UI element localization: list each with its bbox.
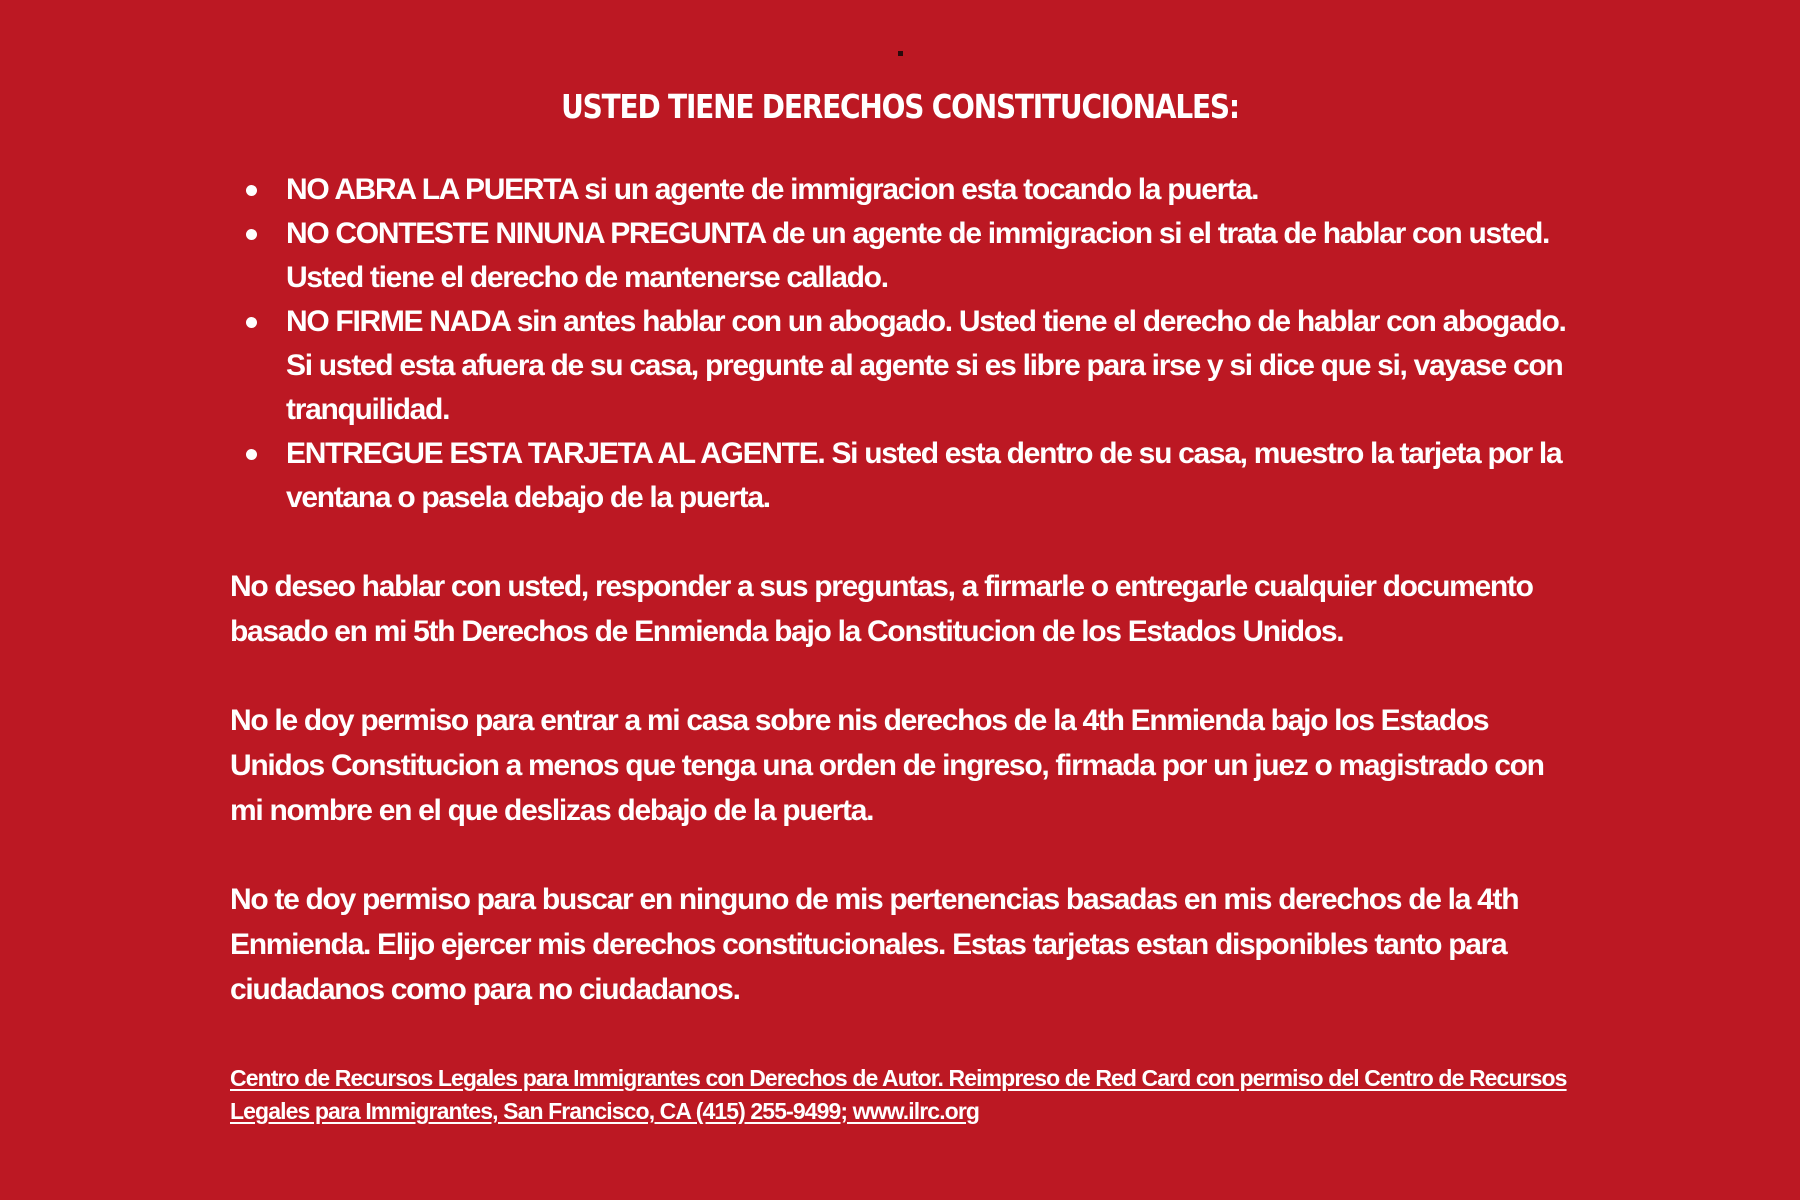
rights-item-text: de un agente de immigracion si el trata de hablar con usted. Usted tiene el derecho de mantenerse callado.: [286, 217, 1550, 294]
statement-search: No te doy permiso para buscar en ninguno de mis pertenencias basadas en mis derechos de la 4th Enmienda. Elijo ejercer mis derechos constitucionales. Estas tarjetas estan disponibles tanto para ciudadanos como para no ciudadanos.: [230, 883, 1519, 1006]
bullet-icon: [246, 449, 257, 460]
rights-list-item: [286, 168, 1570, 212]
rights-card: [230, 40, 1570, 1128]
credit-link[interactable]: Centro de Recursos Legales para Immigrantes con Derechos de Autor. Reimpreso de Red Card con permiso del Centro de Recursos Legales para Immigrantes, San Francisco, CA (415) 255-9499; www.ilrc.org: [230, 1065, 1567, 1124]
rights-item-lead: NO CONTESTE NINUNA PREGUNTA: [286, 217, 765, 250]
statement-fifth-amendment: No deseo hablar con usted, responder a sus preguntas, a firmarle o entregarle cualquier documento basado en mi 5th Derechos de Enmienda bajo la Constitucion de los Estados Unidos.: [230, 570, 1533, 648]
statement-home-entry: No le doy permiso para entrar a mi casa sobre nis derechos de la 4th Enmienda bajo los Estados Unidos Constitucion a menos que tenga una orden de ingreso, firmada por un juez o magistrado con mi nombre en el que deslizas debajo de la puerta.: [230, 704, 1544, 827]
decorative-dot: [898, 51, 903, 56]
bullet-icon: [246, 185, 257, 196]
card-title: USTED TIENE DERECHOS CONSTITUCIONALES:: [561, 87, 1239, 127]
bullet-icon: [246, 229, 257, 240]
rights-item-lead: NO FIRME NADA: [286, 305, 510, 338]
rights-item-text: Si usted esta dentro de su casa, muestro la tarjeta por la ventana o pasela debajo de la puerta.: [286, 437, 1562, 514]
rights-list-item: [286, 212, 1570, 300]
rights-list-item: [286, 432, 1570, 520]
bullet-icon: [246, 317, 257, 328]
rights-item-text: si un agente de immigracion esta tocando la puerta.: [577, 173, 1259, 206]
rights-list-item: [286, 300, 1570, 432]
rights-item-text: sin antes hablar con un abogado. Usted tiene el derecho de hablar con abogado. Si usted esta afuera de su casa, pregunte al agente si es libre para irse y si dice que si, vayase con tranquilidad.: [286, 305, 1566, 426]
rights-item-lead: NO ABRA LA PUERTA: [286, 173, 578, 206]
rights-item-lead: ENTREGUE ESTA TARJETA AL AGENTE.: [286, 437, 825, 470]
rights-list: [230, 168, 1570, 520]
